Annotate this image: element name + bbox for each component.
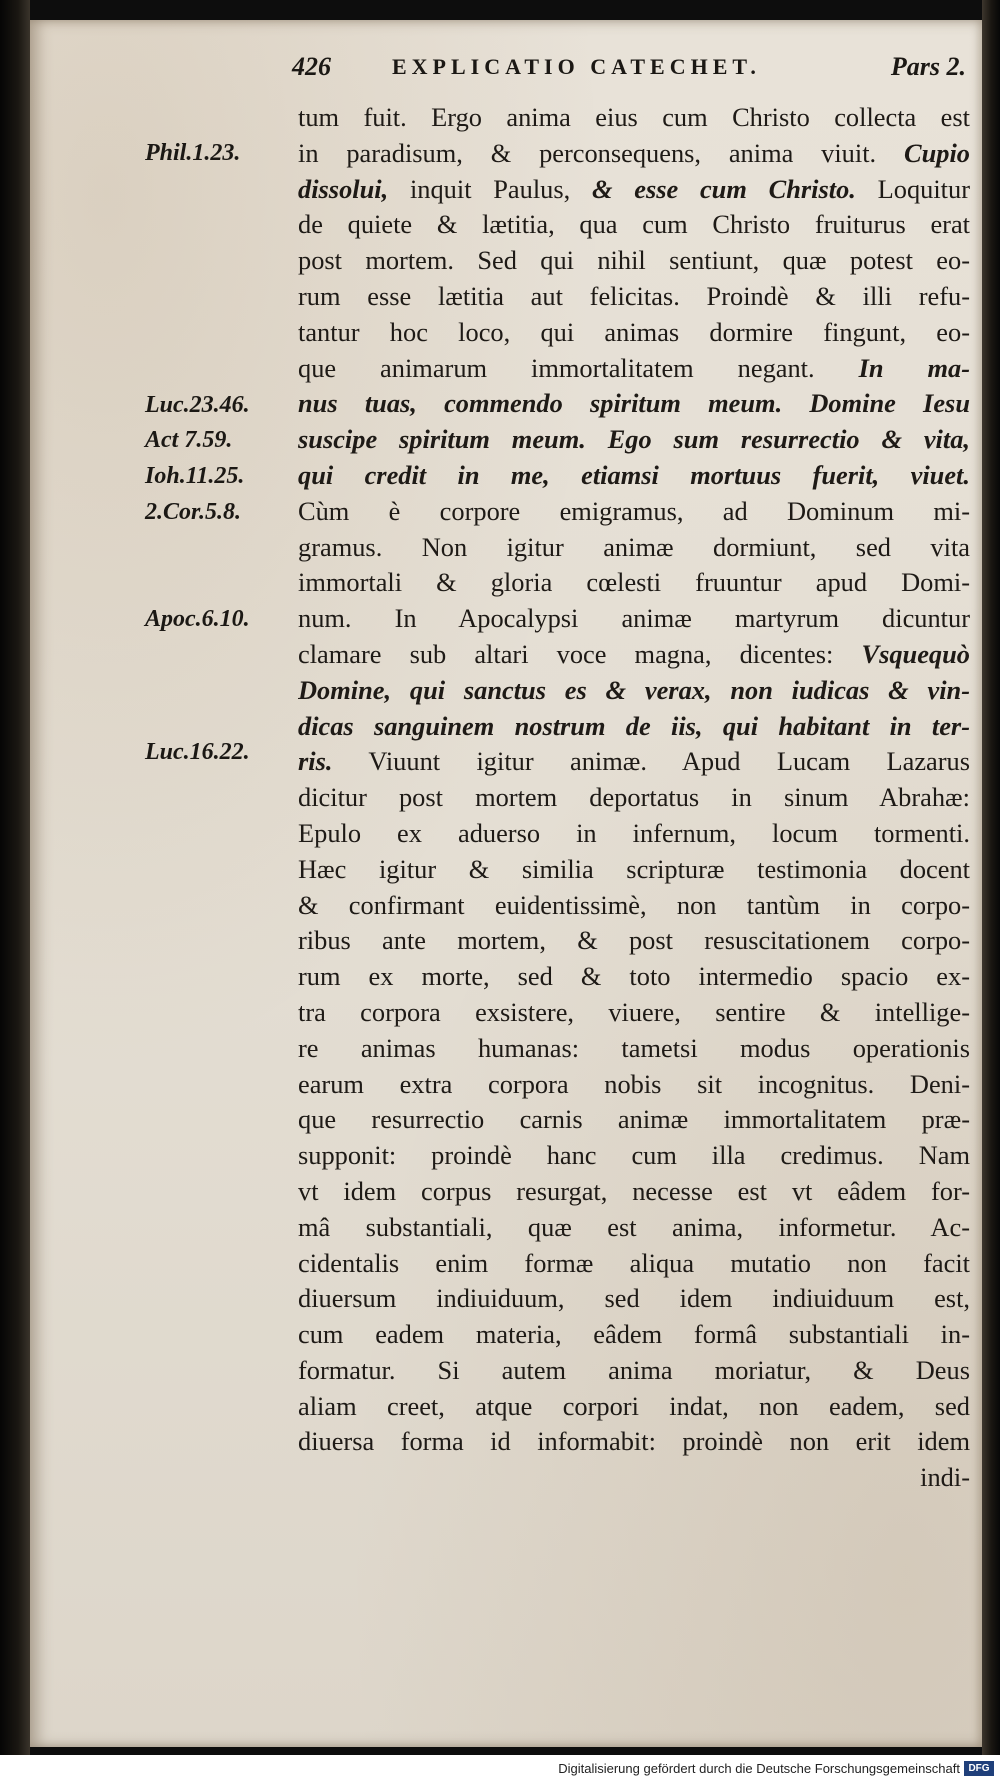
text-line: suscipe spiritum meum. Ego sum resurrectio & vita, [298, 424, 970, 455]
funding-credit: Digitalisierung gefördert durch die Deutsche Forschungsgemeinschaft [558, 1761, 960, 1776]
digitization-footer [0, 1755, 1000, 1783]
text-line: que resurrectio carnis animæ immortalitatem præ- [298, 1104, 970, 1135]
text-line: diuersum indiuiduum, sed idem indiuiduum est, [298, 1283, 970, 1314]
text-line: nus tuas, commendo spiritum meum. Domine Iesu [298, 388, 970, 419]
book-spine-edge [0, 0, 30, 1755]
text-line: Cùm è corpore emigramus, ad Dominum mi- [298, 495, 970, 526]
text-line: Hæc igitur & similia scripturæ testimonia docent [298, 853, 970, 884]
running-title: EXPLICATIO CATECHET. [392, 54, 761, 79]
text-line: vt idem corpus resurgat, necesse est vt eâdem for- [298, 1175, 970, 1206]
margin-note: Luc.16.22. [145, 739, 250, 765]
text-line: Domine, qui sanctus es & verax, non iudicas & vin- [298, 674, 970, 705]
body-text [298, 100, 970, 1496]
text-line: num. In Apocalypsi animæ martyrum dicuntur [298, 603, 970, 634]
text-line: tum fuit. Ergo anima eius cum Christo collecta est [298, 102, 970, 132]
text-line: formatur. Si autem anima moriatur, & Deus [298, 1354, 970, 1385]
text-line: earum extra corpora nobis sit incognitus. Deni- [298, 1068, 970, 1099]
text-line: & confirmant euidentissimè, non tantùm in corpo- [298, 889, 970, 920]
text-line: cidentalis enim formæ aliqua mutatio non facit [298, 1247, 970, 1278]
margin-note: Ioh.11.25. [145, 463, 245, 489]
text-line: Epulo ex aduerso in infernum, locum tormenti. [298, 817, 970, 848]
text-line: post mortem. Sed qui nihil sentiunt, quæ potest eo- [298, 245, 970, 276]
text-line: dicitur post mortem deportatus in sinum Abrahæ: [298, 782, 970, 813]
page-number: 426 [292, 52, 331, 81]
text-line: ris. Viuunt igitur animæ. Apud Lucam Lazarus [298, 746, 970, 777]
dfg-logo: DFG [964, 1761, 994, 1776]
text-line: supponit: proindè hanc cum illa credimus. Nam [298, 1140, 970, 1171]
text-line: dicas sanguinem nostrum de iis, qui habitant in ter- [298, 710, 970, 741]
text-line: de quiete & lætitia, qua cum Christo fruiturus erat [298, 209, 970, 240]
running-header [292, 46, 966, 86]
text-line: cum eadem materia, eâdem formâ substantiali in- [298, 1319, 970, 1350]
margin-note: Phil.1.23. [145, 140, 241, 166]
text-line: diuersa forma id informabit: proindè non erit idem [298, 1426, 970, 1457]
text-line: ribus ante mortem, & post resuscitationem corpo- [298, 925, 970, 956]
text-line: rum esse lætitia aut felicitas. Proindè & illi refu- [298, 280, 970, 311]
margin-note: Act 7.59. [145, 427, 233, 453]
text-line: dissolui, inquit Paulus, & esse cum Christo. Loquitur [298, 173, 970, 204]
margin-note: Luc.23.46. [145, 392, 250, 418]
text-line: immortali & gloria cœlesti fruuntur apud Domi- [298, 567, 970, 598]
text-line: in paradisum, & perconsequens, anima viuit. Cupio [298, 137, 970, 168]
text-line: que animarum immortalitatem negant. In ma- [298, 352, 970, 383]
text-line: aliam creet, atque corpori indat, non eadem, sed [298, 1390, 970, 1421]
text-line: clamare sub altari voce magna, dicentes: Vsquequò [298, 638, 970, 669]
catchword: indi- [920, 1462, 970, 1493]
book-fore-edge [982, 0, 1000, 1755]
text-line: tantur hoc loco, qui animas dormire fingunt, eo- [298, 316, 970, 347]
text-line: qui credit in me, etiamsi mortuus fuerit, viuet. [298, 459, 970, 490]
part-label: Pars 2. [890, 52, 966, 81]
text-line: mâ substantiali, quæ est anima, informetur. Ac- [298, 1211, 970, 1242]
text-line: re animas humanas: tametsi modus operationis [298, 1032, 970, 1063]
margin-note: 2.Cor.5.8. [145, 499, 242, 525]
margin-note: Apoc.6.10. [145, 606, 250, 632]
text-line: tra corpora exsistere, viuere, sentire & intellige- [298, 996, 970, 1027]
text-line: rum ex morte, sed & toto intermedio spacio ex- [298, 961, 970, 992]
text-line: gramus. Non igitur animæ dormiunt, sed vita [298, 531, 970, 562]
